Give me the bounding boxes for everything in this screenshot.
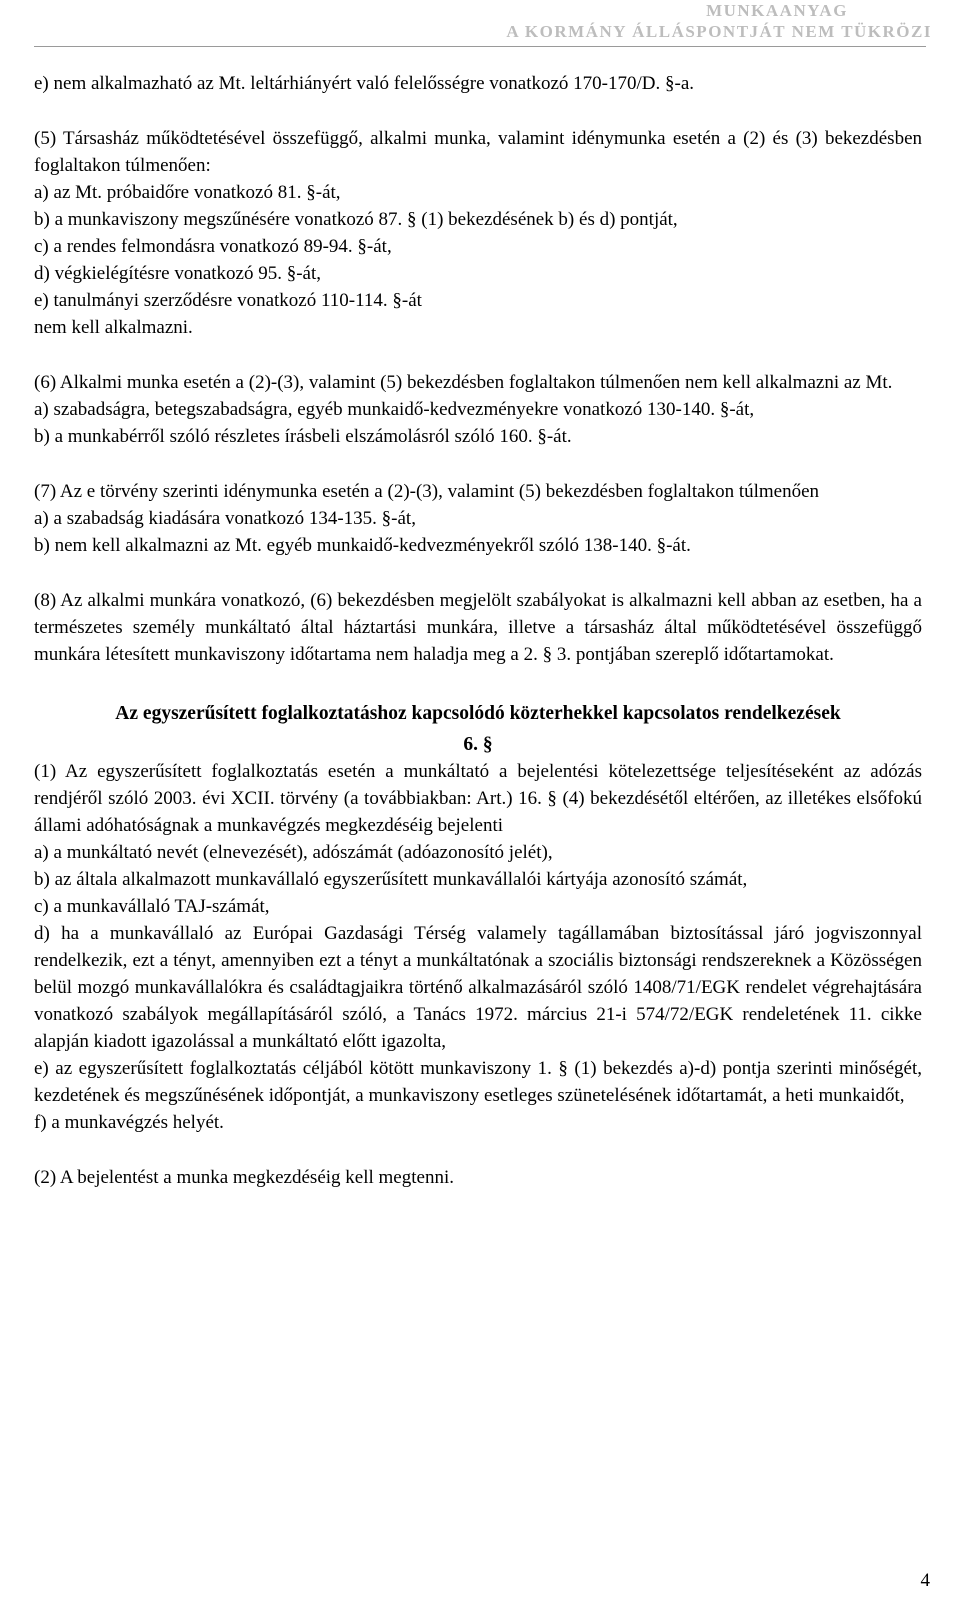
- section-6-item-c: c) a munkavállaló TAJ-számát,: [34, 896, 270, 917]
- section-6-item-f: f) a munkavégzés helyét.: [34, 1112, 224, 1133]
- paragraph-e: e) nem alkalmazható az Mt. leltárhiányért való felelősségre vonatkozó 170-170/D. §-a.: [34, 73, 694, 94]
- section-heading: Az egyszerűsített foglalkoztatáshoz kapcsolódó közterhekkel kapcsolatos rendelkezések: [115, 703, 841, 724]
- paragraph-5-intro: (5) Társasház működtetésével összefüggő, alkalmi munka, valamint idénymunka esetén a (2) és (3) bekezdésben foglaltakon túlmenően:: [34, 128, 922, 176]
- watermark-header: [472, 0, 932, 42]
- header-rule: [34, 46, 926, 47]
- header-line-2: A KORMÁNY ÁLLÁSPONTJÁT NEM TÜKRÖZI: [506, 22, 932, 41]
- paragraph-5-d: d) végkielégítésre vonatkozó 95. §-át,: [34, 263, 322, 284]
- paragraph-5-end: nem kell alkalmazni.: [34, 317, 193, 338]
- paragraph-5-a: a) az Mt. próbaidőre vonatkozó 81. §-át,: [34, 182, 341, 203]
- paragraph-7-b: b) nem kell alkalmazni az Mt. egyéb munkaidő-kedvezményekről szóló 138-140. §-át.: [34, 535, 691, 556]
- document-body: [34, 70, 922, 1191]
- section-number: 6. §: [463, 734, 493, 755]
- section-6-item-a: a) a munkáltató nevét (elnevezését), adószámát (adóazonosító jelét),: [34, 842, 553, 863]
- page-number: 4: [920, 1570, 930, 1591]
- paragraph-6-b: b) a munkabérről szóló részletes írásbeli elszámolásról szóló 160. §-át.: [34, 426, 572, 447]
- section-6-item-b: b) az általa alkalmazott munkavállaló egyszerűsített munkavállalói kártyája azonosító számát,: [34, 869, 748, 890]
- paragraph-5-b: b) a munkaviszony megszűnésére vonatkozó 87. § (1) bekezdésének b) és d) pontját,: [34, 209, 678, 230]
- section-6-paragraph-1: (1) Az egyszerűsített foglalkoztatás esetén a munkáltató a bejelentési kötelezettsége teljesítéseként az adózás rendjéről szóló 2003. évi XCII. törvény (a továbbiakban: Art.) 16. § (4) bekezdésétől eltérően, az illetékes elsőfokú állami adóhatóságnak a munkavégzés megkezdéséig bejelenti: [34, 761, 922, 836]
- paragraph-5-c: c) a rendes felmondásra vonatkozó 89-94. §-át,: [34, 236, 392, 257]
- section-6-paragraph-2: (2) A bejelentést a munka megkezdéséig kell megtenni.: [34, 1167, 454, 1188]
- section-6-item-e: e) az egyszerűsített foglalkoztatás céljából kötött munkaviszony 1. § (1) bekezdés a)-d) pontja szerinti minőségét, kezdetének és megszűnésének időpontját, a munkaviszony esetleges szünetelésének időtartamát, a heti munkaidőt,: [34, 1058, 922, 1106]
- paragraph-7-intro: (7) Az e törvény szerinti idénymunka esetén a (2)-(3), valamint (5) bekezdésben foglaltakon túlmenően: [34, 481, 820, 502]
- section-6-item-d: d) ha a munkavállaló az Európai Gazdasági Térség valamely tagállamában biztosítással járó jogviszonnyal rendelkezik, ezt a tényt, amennyiben ezt a tényt a munkáltatónak a szociális biztonsági rendszereknek a Közösségen belül mozgó munkavállalókra és családtagjaikra történő alkalmazásáról szóló 1408/71/EGK rendelet végrehajtására vonatkozó szabályok megállapításáról szóló, a Tanács 1972. március 21-i 574/72/EGK rendeletének 11. cikke alapján kiadott igazolással a munkáltató előtt igazolta,: [34, 923, 922, 1052]
- paragraph-6-a: a) szabadságra, betegszabadságra, egyéb munkaidő-kedvezményekre vonatkozó 130-140. §-át,: [34, 399, 755, 420]
- paragraph-8: (8) Az alkalmi munkára vonatkozó, (6) bekezdésben megjelölt szabályokat is alkalmazni kell abban az esetben, ha a természetes személy munkáltató által háztartási munkára, illetve a társasház által működtetésével összefüggő munkára létesített munkaviszony időtartama nem haladja meg a 2. § 3. pontjában szereplő időtartamokat.: [34, 590, 922, 665]
- paragraph-5-e: e) tanulmányi szerződésre vonatkozó 110-114. §-át: [34, 290, 422, 311]
- paragraph-6-intro: (6) Alkalmi munka esetén a (2)-(3), valamint (5) bekezdésben foglaltakon túlmenően nem kell alkalmazni az Mt.: [34, 372, 893, 393]
- header-line-1: MUNKAANYAG: [706, 1, 848, 20]
- paragraph-7-a: a) a szabadság kiadására vonatkozó 134-135. §-át,: [34, 508, 416, 529]
